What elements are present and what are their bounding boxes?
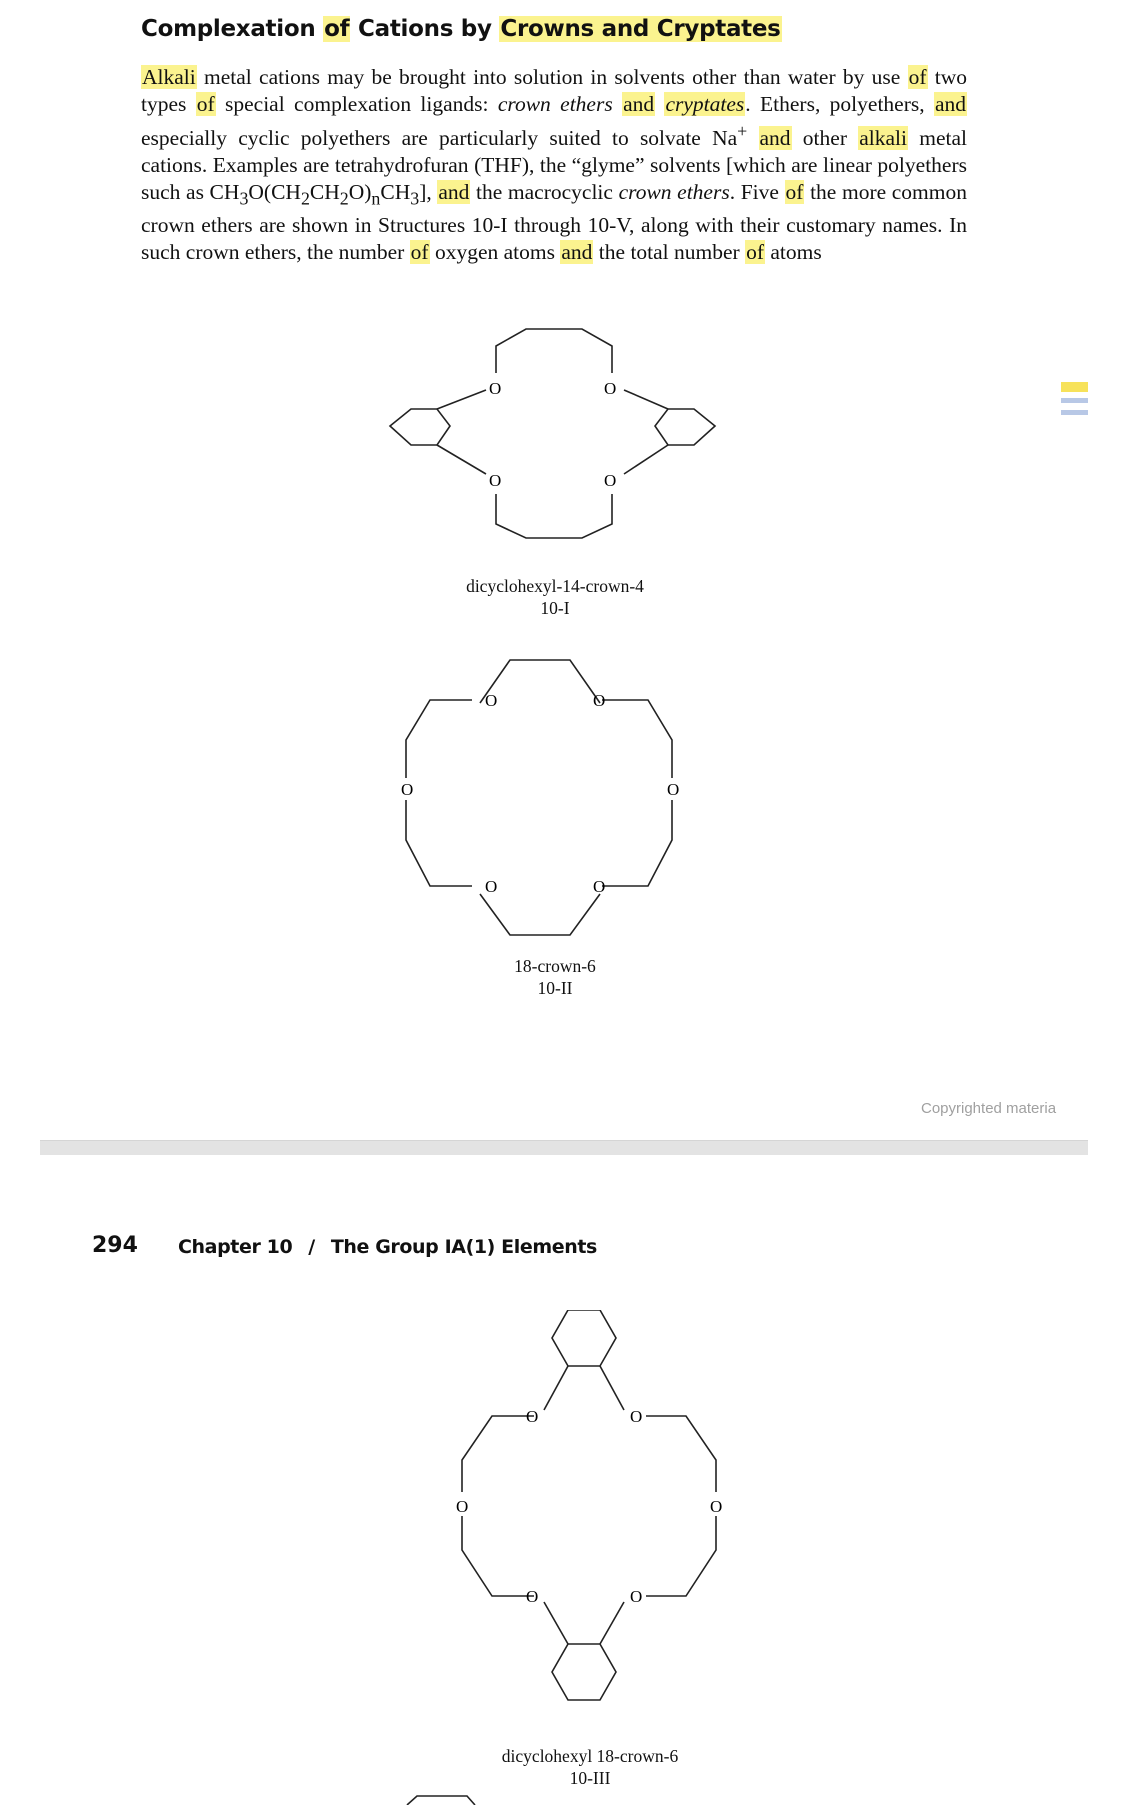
structure-caption	[455, 1745, 725, 1789]
svg-text:O: O	[593, 691, 606, 710]
svg-text:O: O	[604, 471, 617, 490]
svg-text:O: O	[485, 691, 498, 710]
structure-dicyclohexyl-18-crown-6	[420, 1310, 780, 1710]
svg-text:O: O	[526, 1407, 539, 1426]
structure-number: 10-II	[537, 978, 573, 998]
running-head	[178, 1236, 597, 1258]
svg-text:O: O	[489, 471, 502, 490]
svg-text:O: O	[593, 877, 606, 896]
chapter-title: The Group IA(1) Elements	[330, 1236, 597, 1258]
svg-text:O: O	[604, 379, 617, 398]
structure-caption	[420, 955, 690, 999]
svg-text:O: O	[710, 1497, 723, 1516]
svg-text:O: O	[667, 780, 680, 799]
structure-name: dicyclohexyl-14-crown-4	[466, 576, 644, 596]
svg-text:O: O	[485, 877, 498, 896]
position-marker[interactable]	[1061, 410, 1088, 415]
section-title: Complexation of Cations by Crowns and Cryptates	[141, 16, 781, 42]
chapter-label: Chapter 10	[178, 1236, 293, 1258]
svg-text:O: O	[526, 1587, 539, 1606]
svg-text:O: O	[489, 379, 502, 398]
copyright-watermark: Copyrighted materia	[921, 1100, 1057, 1117]
page-number: 294	[92, 1233, 138, 1258]
svg-text:O: O	[401, 780, 414, 799]
position-marker[interactable]	[1061, 398, 1088, 403]
structure-caption	[420, 575, 690, 619]
svg-text:O: O	[456, 1497, 469, 1516]
next-structure-fragment	[405, 1793, 485, 1805]
scroll-gutter[interactable]	[1088, 0, 1128, 1805]
page-divider	[40, 1140, 1094, 1155]
structure-18-crown-6	[390, 650, 710, 950]
highlight-marker[interactable]	[1061, 382, 1088, 392]
structure-dicyclohexyl-14-crown-4	[380, 318, 730, 548]
body-paragraph: Alkali metal cations may be brought into solution in solvents other than water by use of two types of special complexation ligands: crown ethers and cryptates. Ethers, polyethers, and especially cyclic polyethers are particularly suited to solvate Na+ and other alkali metal cations. Examples are tetrahydrofuran (THF), the “glyme” solvents [which are linear polyethers such as $CH_3O(CH_2CH_2O)_nCH_3$], and the macrocyclic crown ethers. Five of the more common crown ethers are shown in Structures 10-I through 10-V, along with their customary names. In such crown ethers, the number of oxygen atoms and the total number of atoms	[141, 65, 968, 265]
structure-number: 10-III	[569, 1768, 611, 1788]
structure-name: dicyclohexyl 18-crown-6	[501, 1746, 679, 1766]
structure-name: 18-crown-6	[514, 956, 596, 976]
header-separator: /	[308, 1236, 315, 1258]
svg-text:O: O	[630, 1407, 643, 1426]
structure-number: 10-I	[540, 598, 570, 618]
svg-text:O: O	[630, 1587, 643, 1606]
